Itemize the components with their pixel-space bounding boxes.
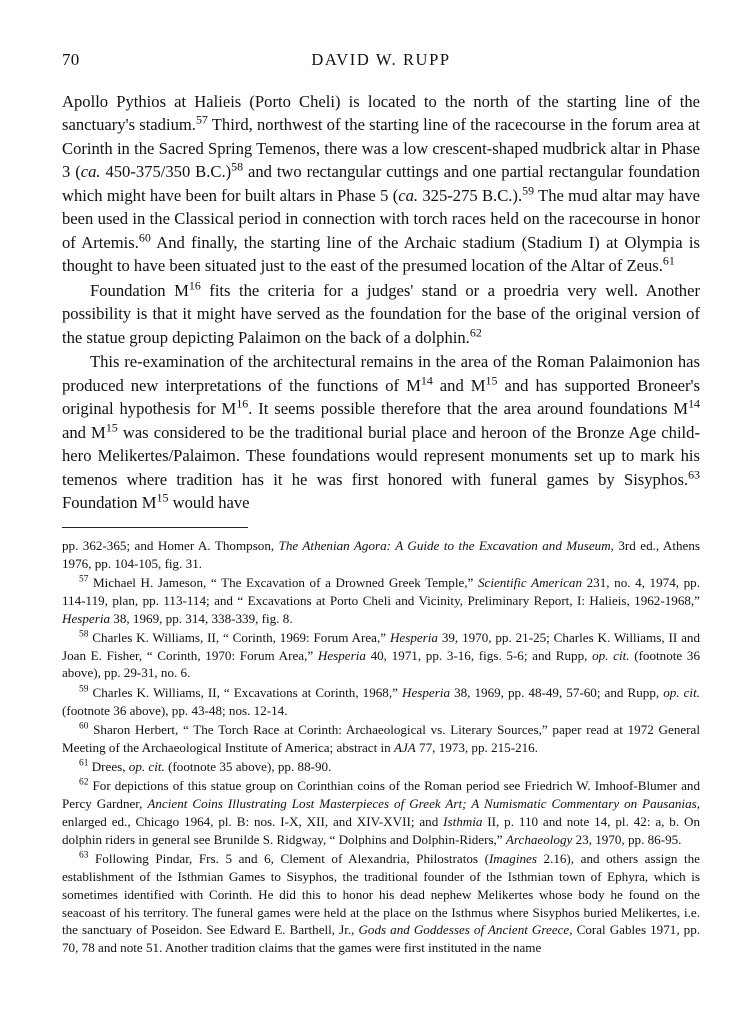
text-run: 2.16), and others assign the establishment of the Isthmian Games to Sisyphos, the traditional founder of the Isthmian town of Ephyra, which is sometimes identified with Corinth. He did this to honor his dead nephew Melikertes whose body he found on the seacoast of his territory. The funeral games were held at the place on the Isthmus where Sisyphos buried Melikertes, i.e. the sanctuary of Poseidon. See Edward E. Barthell, Jr., xyxy=(62,851,700,938)
italic-text: Scientific American xyxy=(477,574,582,590)
text-run: 39, 1970, pp. 21-25; Charles K. Williams, II and Joan E. Fisher, “ Corinth, 1970: Forum Area,” xyxy=(62,629,700,663)
footnote-reference: 57 xyxy=(195,112,208,127)
body-text xyxy=(62,90,700,515)
text-run: Foundation M xyxy=(62,493,157,513)
text-run: Coral Gables 1971, pp. 70, 78 and note 51. Another tradition claims that the games were first instituted in the name xyxy=(62,922,701,956)
footnote-separator-rule xyxy=(62,527,248,528)
text-run: (footnote 36 above), pp. 29-31, no. 6. xyxy=(62,647,700,681)
footnote-reference: 61 xyxy=(662,253,675,268)
italic-text: Archaeology xyxy=(505,831,573,847)
text-run: 23, 1970, pp. 86-95. xyxy=(572,831,682,847)
italic-text: op. cit. xyxy=(128,759,165,775)
footnote-reference: 14 xyxy=(420,373,433,388)
text-run: 231, no. 4, 1974, pp. 114-119, plan, pp. 113-114; and “ Excavations at Porto Cheli and Vicinity, Preliminary Report, I: Halieis, 1962-1968,” xyxy=(62,574,701,608)
italic-text: Hesperia xyxy=(389,629,438,645)
text-run: Michael H. Jameson, “ The Excavation of a Drowned Greek Temple,” xyxy=(88,574,478,590)
text-run: and M xyxy=(62,422,106,442)
footnote-entry xyxy=(62,758,700,776)
footnote-entry xyxy=(62,850,700,957)
footnote-reference: 61 xyxy=(79,758,89,769)
text-run: For depictions of this statue group on Corinthian coins of the Roman period see Friedrich W. Imhoof-Blumer and Percy Gardner, xyxy=(62,778,700,812)
text-run: and two rectangular cuttings and one partial rectangular foundation which might have been for built altars in Phase 5 ( xyxy=(62,162,700,205)
body-paragraph xyxy=(62,350,700,514)
text-run: Charles K. Williams, II, “ Excavations at Corinth, 1968,” xyxy=(88,684,402,700)
footnote-reference: 63 xyxy=(688,467,700,482)
footnote-reference: 62 xyxy=(469,325,482,340)
small-caps-text: B.C. xyxy=(195,162,226,182)
footnote-entry xyxy=(62,684,700,720)
italic-text: op. cit. xyxy=(592,647,630,663)
text-run: 450-375/350 xyxy=(100,162,196,182)
text-run: . It seems possible therefore that the area around foundations M xyxy=(248,399,689,419)
footnote-reference: 60 xyxy=(138,230,151,245)
italic-text: Hesperia xyxy=(402,684,451,700)
text-run: The mud altar may have been used in the Classical period in connection with torch races held on the racecourse in honor of Artemis. xyxy=(62,185,700,252)
text-run: And finally, the starting line of the Archaic stadium (Stadium I) at Olympia is thought to have been situated just to the east of the presumed location of the Altar of Zeus. xyxy=(62,232,700,276)
text-run: Charles K. Williams, II, “ Corinth, 1969: Forum Area,” xyxy=(88,629,390,645)
text-run: 3rd ed., Athens 1976, pp. 104-105, fig. 31. xyxy=(62,537,700,571)
text-run: Drees, xyxy=(88,759,129,775)
italic-text: ca. xyxy=(398,185,419,205)
footnote-entry xyxy=(62,721,700,757)
text-run: Third, northwest of the starting line of the racecourse in the forum area at Corinth in the Sacred Spring Temenos, there was a low crescent-shaped mudbrick altar in Phase 3 ( xyxy=(62,115,701,182)
footnote-reference: 63 xyxy=(79,850,89,861)
text-run: 77, 1973, pp. 215-216. xyxy=(415,739,538,755)
footnote-reference: 16 xyxy=(188,278,201,293)
italic-text: Imagines xyxy=(488,851,537,867)
footnote-reference: 14 xyxy=(688,396,700,411)
footnote-entry xyxy=(62,777,700,848)
text-run: was considered to be the traditional burial place and heroon of the Bronze Age child-hero Melikertes/Palaimon. These foundations would represent monuments set up to mark his temenos where tradition has it he was first honored with funeral games by Sisyphos. xyxy=(62,422,700,489)
footnote-entry xyxy=(62,629,700,682)
italic-text: The Athenian Agora: A Guide to the Excavation and Museum, xyxy=(278,537,614,553)
footnote-reference: 57 xyxy=(79,574,89,585)
text-run: pp. 362-365; and Homer A. Thompson, xyxy=(62,537,279,553)
text-run: 40, 1971, pp. 3-16, figs. 5-6; and Rupp, xyxy=(365,647,593,663)
italic-text: AJA xyxy=(393,739,416,755)
text-run: 325-275 xyxy=(418,185,482,205)
italic-text: Ancient Coins Illustrating Lost Masterpieces of Greek Art; A Numismatic Commentary on Pausanias, xyxy=(147,796,700,812)
text-run: and has supported Broneer's original hypothesis for M xyxy=(62,375,700,419)
italic-text: ca. xyxy=(80,162,101,182)
text-run: Sharon Herbert, “ The Torch Race at Corinth: Archaeological vs. Literary Sources,” paper read at 1972 General Meeting of the Archaeological Institute of America; abstract in xyxy=(62,721,700,755)
page-header xyxy=(62,46,700,80)
page-number: 70 xyxy=(62,50,80,69)
text-run: Following Pindar, Frs. 5 and 6, Clement of Alexandria, Philostratos ( xyxy=(88,851,489,867)
text-run: ). xyxy=(512,185,523,205)
text-run: would have xyxy=(168,493,250,513)
italic-text: Hesperia xyxy=(317,647,366,663)
text-run: Apollo Pythios at Halieis (Porto Cheli) is located to the north of the starting line of the sanctuary's stadium. xyxy=(62,92,700,135)
italic-text: Hesperia xyxy=(62,610,111,626)
footnote-reference: 15 xyxy=(485,373,498,388)
text-run: Foundation M xyxy=(90,280,189,300)
footnote-reference: 58 xyxy=(231,159,244,174)
footnote-reference: 59 xyxy=(522,183,535,198)
footnote-entry xyxy=(62,574,700,627)
footnote-entry xyxy=(62,537,700,573)
italic-text: Gods and Goddesses of Ancient Greece, xyxy=(358,922,573,938)
text-run: This re-examination of the architectural remains in the area of the Roman Palaimonion has produced new interpretations of the functions of M xyxy=(62,352,700,395)
italic-text: Isthmia xyxy=(443,814,483,830)
footnote-reference: 59 xyxy=(79,684,89,695)
running-head: DAVID W. RUPP xyxy=(311,50,451,69)
italic-text: op. cit. xyxy=(663,684,700,700)
footnote-reference: 15 xyxy=(105,420,118,435)
small-caps-text: B.C. xyxy=(481,185,513,205)
footnote-reference: 15 xyxy=(156,490,169,505)
footnote-reference: 58 xyxy=(79,629,89,640)
body-paragraph xyxy=(62,90,700,278)
footnotes-section xyxy=(62,537,700,957)
text-run: 38, 1969, pp. 48-49, 57-60; and Rupp, xyxy=(450,684,664,700)
text-run: 38, 1969, pp. 314, 338-339, fig. 8. xyxy=(110,610,293,626)
text-run: (footnote 35 above), pp. 88-90. xyxy=(164,759,332,775)
footnote-reference: 16 xyxy=(236,396,249,411)
footnote-reference: 62 xyxy=(79,778,89,789)
text-run: and M xyxy=(432,375,486,395)
text-run: ) xyxy=(225,162,232,182)
text-run: enlarged ed., Chicago 1964, pl. B: nos. I-X, XII, and XIV-XVII; and xyxy=(62,814,444,830)
body-paragraph xyxy=(62,279,700,349)
footnote-reference: 60 xyxy=(79,721,89,732)
text-run: (footnote 36 above), pp. 43-48; nos. 12-14. xyxy=(62,702,288,718)
text-run: II, p. 110 and note 14, pl. 42: a, b. On dolphin riders in general see Brunilde S. Ridgway, “ Dolphins and Dolphin-Riders,” xyxy=(62,814,701,847)
text-run: fits the criteria for a judges' stand or a proedria very well. Another possibility is that it might have served as the foundation for the base of the original version of the statue group depicting Palaimon on the back of a dolphin. xyxy=(62,280,700,347)
